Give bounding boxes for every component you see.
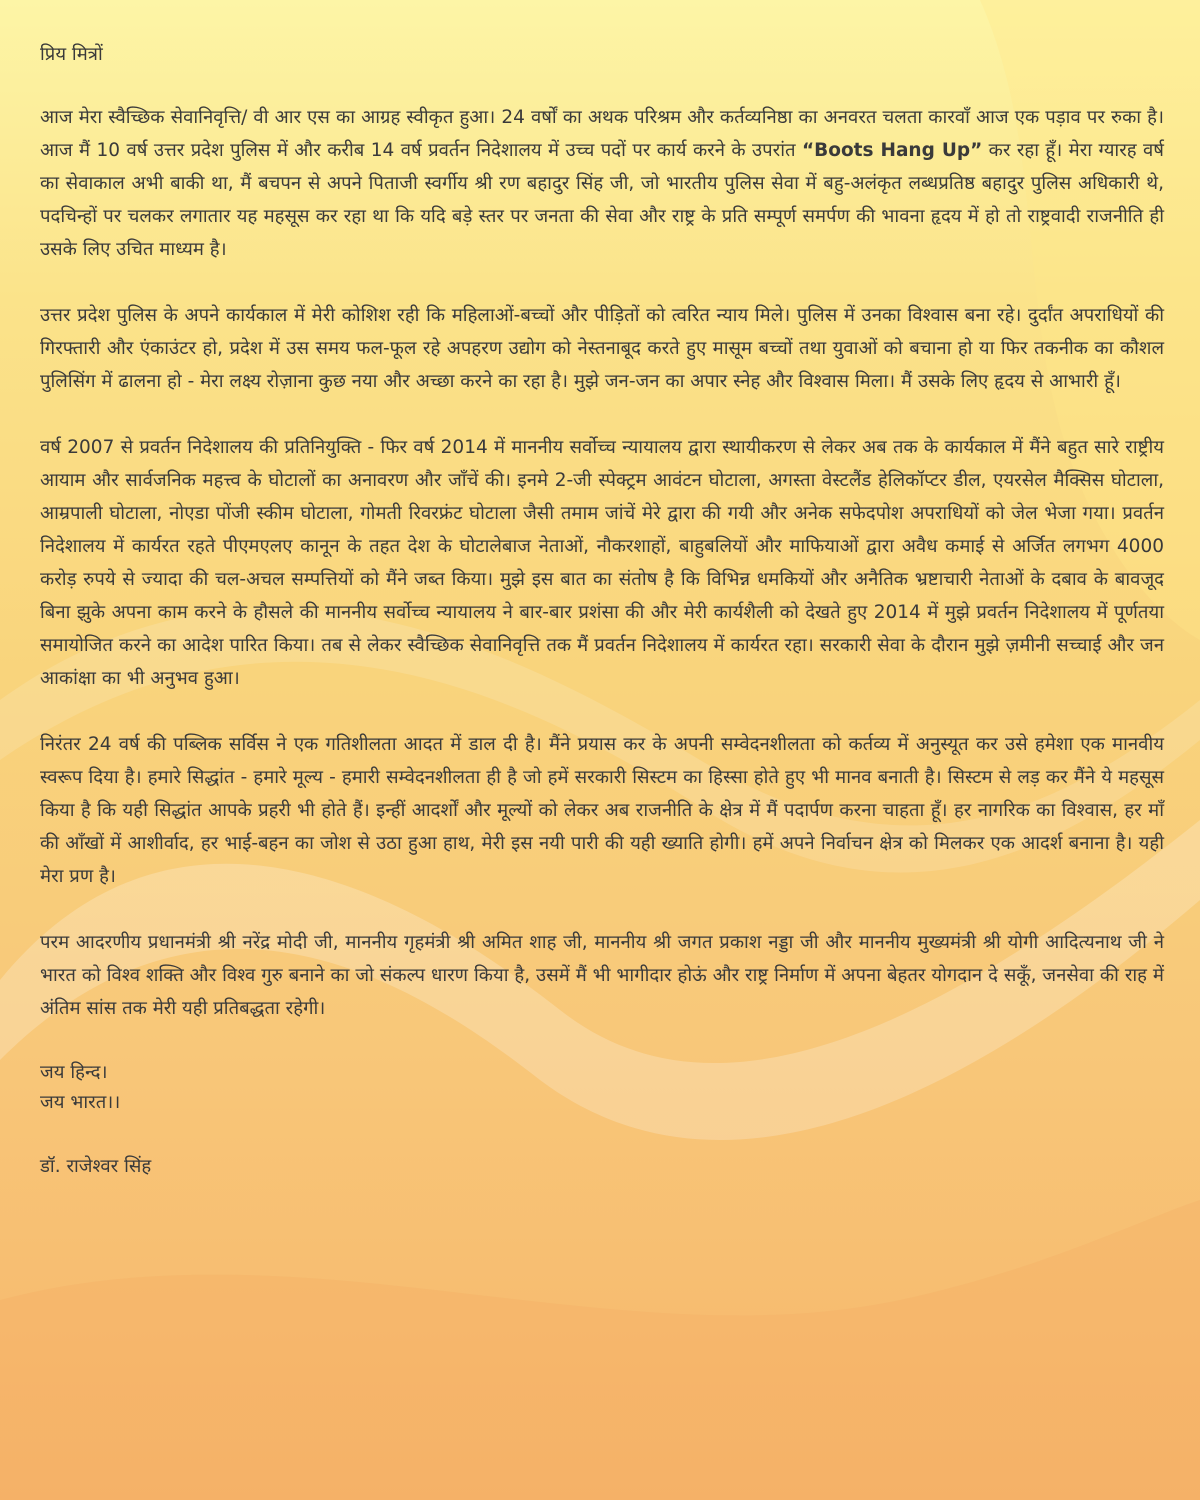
boots-hang-up-phrase: “Boots Hang Up” <box>801 140 983 161</box>
letter-body <box>40 38 1164 1183</box>
paragraph-1-text-a: आज मेरा स्वैच्छिक सेवानिवृत्ति/ वी आर एस का आग्रह स्वीकृत हुआ। 24 वर्षों का अथक परिश्रम और कर्तव्यनिष्ठा का अनवरत चलता कारवाँ आज एक पड़ाव पर रुका है। आज मैं 10 वर्ष उत्तर प्रदेश पुलिस में और करीब 14 वर्ष प्रवर्तन निदेशालय में उच्च पदों पर कार्य करने के उपरांत <box>40 107 1164 161</box>
paragraph-1-text-b: कर रहा हूँ। मेरा ग्यारह वर्ष का सेवाकाल अभी बाकी था, मैं बचपन से अपने पिताजी स्वर्गीय श्री रण बहादुर सिंह जी, जो भारतीय पुलिस सेवा में बहु-अलंकृत लब्धप्रतिष्ठ बहादुर पुलिस अधिकारी थे, पदचिन्हों पर चलकर लगातार यह महसूस कर रहा था कि यदि बड़े स्तर पर जनता की सेवा और राष्ट्र के प्रति सम्पूर्ण समर्पण की भावना हृदय में हो तो राष्ट्रवादी राजनीति ही उसके लिए उचित माध्यम है। <box>40 140 1164 260</box>
signature: डॉ. राजेश्वर सिंह <box>40 1156 152 1177</box>
paragraph-2: उत्तर प्रदेश पुलिस के अपने कार्यकाल में मेरी कोशिश रही कि महिलाओं-बच्चों और पीड़ितों को त्वरित न्याय मिले। पुलिस में उनका विश्वास बना रहे। दुर्दांत अपराधियों की गिरफ्तारी और एंकाउंटर हो, प्रदेश में उस समय फल-फूल रहे अपहरण उद्योग को नेस्तनाबूद करते हुए मासूम बच्चों तथा युवाओं को बचाना हो या फिर तकनीक का कौशल पुलिसिंग में ढालना हो - मेरा लक्ष्य रोज़ाना कुछ नया और अच्छा करने का रहा है। मुझे जन-जन का अपार स्नेह और विश्वास मिला। मैं उसके लिए हृदय से आभारी हूँ। <box>40 305 1164 392</box>
paragraph-4: निरंतर 24 वर्ष की पब्लिक सर्विस ने एक गतिशीलता आदत में डाल दी है। मैंने प्रयास कर के अपनी सम्वेदनशीलता को कर्तव्य में अनुस्यूत कर उसे हमेशा एक मानवीय स्वरूप दिया है। हमारे सिद्धांत - हमारे मूल्य - हमारी सम्वेदनशीलता ही है जो हमें सरकारी सिस्टम का हिस्सा होते हुए भी मानव बनाती है। सिस्टम से लड़ कर मैंने ये महसूस किया है कि यही सिद्धांत आपके प्रहरी भी होते हैं। इन्हीं आदर्शों और मूल्यों को लेकर अब राजनीति के क्षेत्र में मैं पदार्पण करना चाहता हूँ। हर नागरिक का विश्वास, हर माँ की आँखों में आशीर्वाद, हर भाई-बहन का जोश से उठा हुआ हाथ, मेरी इस नयी पारी की यही ख्याति होगी। हमें अपने निर्वाचन क्षेत्र को मिलकर एक आदर्श बनाना है। यही मेरा प्रण है। <box>40 734 1164 887</box>
paragraph-5: परम आदरणीय प्रधानमंत्री श्री नरेंद्र मोदी जी, माननीय गृहमंत्री श्री अमित शाह जी, माननीय श्री जगत प्रकाश नड्डा जी और माननीय मुख्यमंत्री श्री योगी आदित्यनाथ जी ने भारत को विश्व शक्ति और विश्व गुरु बनाने का जो संकल्प धारण किया है, उसमें मैं भी भागीदार होऊं और राष्ट्र निर्माण में अपना बेहतर योगदान दे सकूँ, जनसेवा की राह में अंतिम सांस तक मेरी यही प्रतिबद्धता रहेगी। <box>40 932 1164 1019</box>
salutation: प्रिय मित्रों <box>40 44 103 65</box>
paragraph-1 <box>40 101 1164 266</box>
closing-jai-hind: जय हिन्द। <box>40 1062 108 1083</box>
paragraph-3: वर्ष 2007 से प्रवर्तन निदेशालय की प्रतिनियुक्ति - फिर वर्ष 2014 में माननीय सर्वोच्च न्यायालय द्वारा स्थायीकरण से लेकर अब तक के कार्यकाल में मैंने बहुत सारे राष्ट्रीय आयाम और सार्वजनिक महत्त्व के घोटालों का अनावरण और जाँचें की। इनमे 2-जी स्पेक्ट्रम आवंटन घोटाला, अगस्ता वेस्टलैंड हेलिकॉप्टर डील, एयरसेल मैक्सिस घोटाला, आम्रपाली घोटाला, नोएडा पोंजी स्कीम घोटाला, गोमती रिवरफ्रंट घोटाला जैसी तमाम जांचें मेरे द्वारा की गयी और अनेक सफेदपोश अपराधियों को जेल भेजा गया। प्रवर्तन निदेशालय में कार्यरत रहते पीएमएलए कानून के तहत देश के घोटालेबाज नेताओं, नौकरशाहों, बाहुबलियों और माफियाओं द्वारा अवैध कमाई से अर्जित लगभग 4000 करोड़ रुपये से ज्यादा की चल-अचल सम्पत्तियों को मैंने जब्त किया। मुझे इस बात का संतोष है कि विभिन्न धमकियों और अनैतिक भ्रष्टाचारी नेताओं के दबाव के बावजूद बिना झुके अपना काम करने के हौसले की माननीय सर्वोच्च न्यायालय ने बार-बार प्रशंसा की और मेरी कार्यशैली को देखते हुए 2014 में मुझे प्रवर्तन निदेशालय में पूर्णतया समायोजित करने का आदेश पारित किया। तब से लेकर स्वैच्छिक सेवानिवृत्ति तक मैं प्रवर्तन निदेशालय में कार्यरत रहा। सरकारी सेवा के दौरान मुझे ज़मीनी सच्चाई और जन आकांक्षा का भी अनुभव हुआ। <box>40 437 1164 689</box>
closing-jai-bharat: जय भारत।। <box>40 1092 121 1113</box>
